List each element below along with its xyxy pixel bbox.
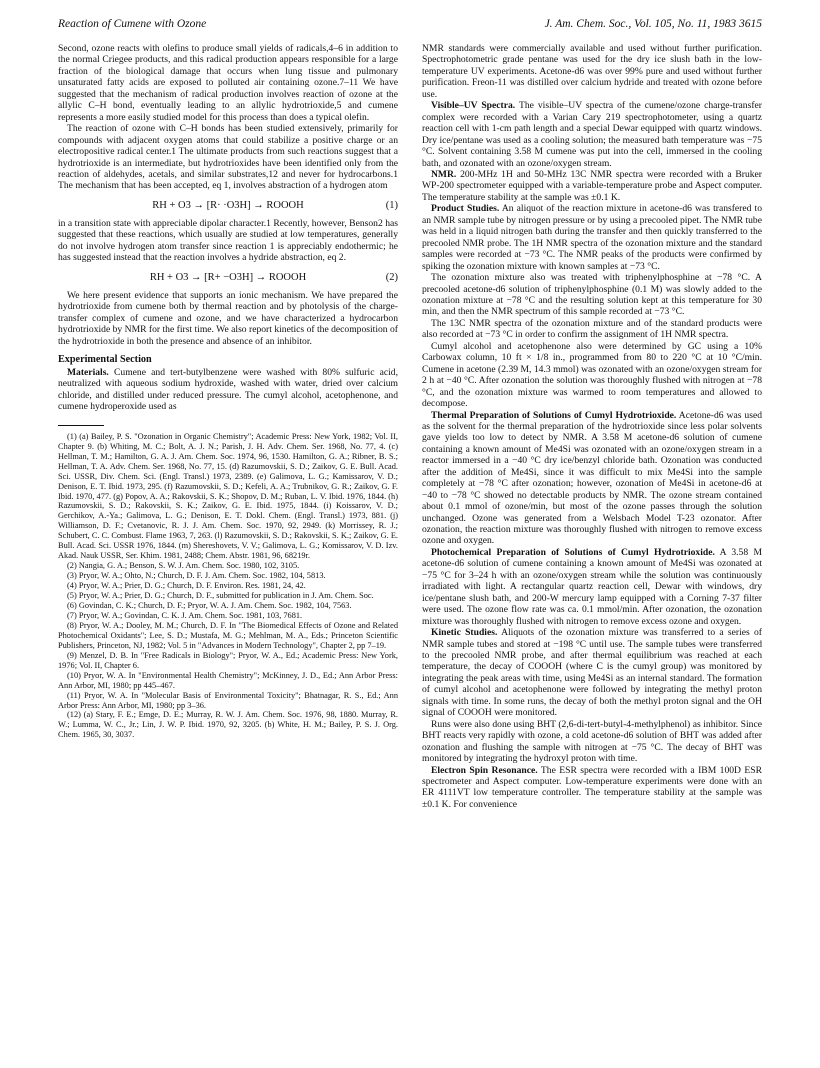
nmr-paragraph (422, 169, 762, 203)
thermal-preparation-heading: Thermal Preparation of Solutions of Cumyl Hydrotrioxide. (431, 409, 677, 421)
esr-paragraph (422, 765, 762, 811)
photochemical-preparation-text: A 3.58 M acetone-d6 solution of cumene containing a known amount of Me4Si was ozonated at −75 °C for 3–24 h with an ozone/oxygen stream while the solution was continuously irradiated with light. A rectangular quartz reaction cell, Dewar with windows, dry ice/pentane slush bath, and 200-W mercury lamp equipped with a Corning 7-37 filter were used. The ozone flow rate was ca. 0.1 mmol/min. After ozonation, the ozonation mixture was thoroughly flushed with nitrogen to remove excess ozone and oxygen. (422, 546, 762, 627)
kinetic-studies-paragraph (422, 627, 762, 719)
product-studies-heading: Product Studies. (431, 203, 500, 215)
kinetic-studies-text: Aliquots of the ozonation mixture was transferred to a series of NMR sample tubes and stored at −198 °C until use. The sample tubes were transferred to the precooled NMR probe, and after thermal equilibrium was reached at each temperature, the decay of COOOH (where C is the cumyl group) was monitored by integrating the peak areas with time, using Me4Si as an internal standard. The formation of cumyl alcohol and acetophenone were followed by integrating the methyl proton signals with time. In some runs, the decay of both the methyl proton signal and the OH signal of COOOH were monitored. (422, 627, 762, 719)
reference-8: (8) Pryor, W. A.; Dooley, M. M.; Church, D. F. In "The Biomedical Effects of Ozone and Related Photochemical Oxidants"; Lee, S. D.; Mustafa, M. G.; Mehlman, M. A., Eds.; Princeton Scientific Publishers, Princeton, NJ, 1982; Vol. 5 in "Advances in Modern Technology", Chapter 2, pp 7–19. (58, 620, 398, 650)
header-journal-citation: J. Am. Chem. Soc., Vol. 105, No. 11, 1983 3615 (544, 18, 762, 30)
intro-paragraph-3: in a transition state with appreciable dipolar character.1 Recently, however, Benson2 has suggested that these reactions, which usually are studied at low temperatures, generally do not involve hydrogen atom transfer since reaction 1 is appreciably endothermic; he has suggested instead that the reaction involves a hydride abstraction, eq 2. (58, 217, 398, 264)
reference-list (58, 432, 398, 741)
reference-1: (1) (a) Bailey, P. S. "Ozonation in Organic Chemistry"; Academic Press: New York, 1982; Vol. II, Chapter 9. (b) Whiting, M. C.; Bolt, A. J. N.; Parish, J. H. Adv. Chem. Ser. 1968, No. 77, 4. (c) Hellman, T. M.; Hamilton, G. A. J. Am. Chem. Soc. 1974, 96, 1530. Hamilton, G. A.; Ribner, B. S.; Hellman, T. A. Adv. Chem. Ser. 1968, No. 77, 15. (d) Razumovskii, S. D.; Zaikov, G. E. Bull. Acad. Sci. USSR, Div. Chem. Sci. (Engl. Transl.) 1973, 2389. (e) Galimova, L. G.; Kamissarov, V. D.; Denison, E. T. Ibid. 1973, 295. (f) Razumovskii, S. D.; Kefeli, A. A.; Trubnikov, G. R.; Zaikov, G. F. Ibid. 1970, 477. (g) Popov, A. A.; Rakovskii, S. K.; Shopov, D. M.; Ruban, L. V. Ibid. 1976, 1844. (h) Razumovskii, S. D.; Rakovskii, S. K.; Zaikov, G. E. Ibid. 1975, 1844. (i) Koissarov, V. D.; Gerchikov, A.-Ya.; Galimova, L. G.; Denison, E. T. Dokl. Chem. (Engl. Transl.) 1973, 881. (j) Williamson, D. F.; Cvetanovic, R. J. J. Am. Chem. Soc. 1970, 92, 2949. (k) Morrissey, R. J.; Schubert, C. C. Combust. Flame 1963, 7, 263. (l) Razumovskii, S. D.; Rakovskii, S. K.; Zaikov, G. E. Bull. Acad. Sci. USSR 1976, 1844. (m) Shereshovets, V. V.; Galimova, L. G.; Komissarov, V. D. Izv. Akad. Nauk USSR, Ser. Khim. 1981, 2488; Chem. Abstr. 1981, 96, 68219r. (58, 431, 398, 561)
visible-uv-paragraph (422, 100, 762, 169)
running-header (58, 18, 762, 34)
equation-2-number: (2) (385, 271, 398, 283)
product-studies-text: An aliquot of the reaction mixture in acetone-d6 was transfered to an NMR sample tube by nitrogen pressure or by using a precooled pipet. The NMR tube was held in a liquid nitrogen bath during the transfer and then quickly transferred to the precooled NMR probe. The 1H NMR spectra of the ozonation mixture and the standard samples were recorded at −73 °C. The NMR peaks of the products were confirmed by spiking the ozonation mixture with known samples at −73 °C. (422, 203, 762, 272)
nmr-text: 200-MHz 1H and 50-MHz 13C NMR spectra were recorded with a Bruker WP-200 spectrometer equipped with a variable-temperature probe and Aspect computer. The temperature stability at the sample was ±0.1 K. (422, 168, 762, 203)
photochemical-preparation-heading: Photochemical Preparation of Solutions of Cumyl Hydrotrioxide. (431, 546, 715, 558)
reference-4: (4) Pryor, W. A.; Prier, D. G.; Church, D. F. Environ. Res. 1981, 24, 42. (67, 581, 306, 591)
equation-2-text: RH + O3 → [R+ −O3H] → ROOOH (149, 271, 307, 283)
product-studies-paragraph (422, 203, 762, 272)
photochemical-preparation-paragraph (422, 547, 762, 627)
reference-7: (7) Pryor, W. A.; Govindan, C. K. J. Am. Chem. Soc. 1981, 103, 7681. (67, 610, 303, 620)
nmr-heading: NMR. (431, 168, 457, 180)
left-column (58, 43, 398, 1048)
intro-paragraph-4: We here present evidence that supports an ionic mechanism. We have prepared the hydrotrioxide from cumene both by thermal reaction and by photolysis of the charge-transfer complex of cumene and ozone, and we have characterized a hydrocarbon hydrotrioxide by NMR for the first time. We also report kinetics of the decomposition of the hydrotrioxide in both the presence and absence of an inhibitor. (58, 289, 398, 347)
thermal-preparation-text: Acetone-d6 was used as the solvent for the thermal preparation of the hydrotrioxide since less polar solvents gave yields too low to detect by NMR. A 3.58 M acetone-d6 solution of cumene containing a known amount of Me4Si was ozonated with an ozone/oxygen stream in a reactor immersed in a −40 °C dry ice/benzyl chloride bath. Ozonation was conducted after the addition of Me4Si, since it was difficult to mix Me4Si into the sample completely at −78 °C after ozonation; however, ozonation of Me4Si in acetone-d6 at −40 to −78 °C showed no detectable products by NMR. The ozone stream contained about 0.1 mmol of ozone/min, but most of the ozone passes through the solution unchanged. Ozone was generated from a Welsbach Model T-23 ozonator. After ozonation, the reaction mixture was thoroughly flushed with nitrogen to remove excess ozone and oxygen. (422, 409, 762, 547)
reference-12: (12) (a) Stary, F. E.; Emge, D. E.; Murray, R. W. J. Am. Chem. Soc. 1976, 98, 1880. Murray, R. W.; Lumma, W. C., Jr.; Lin, J. W. P. Ibid. 1970, 92, 3205. (b) White, H. M.; Bailey, P. S. J. Org. Chem. 1965, 30, 3037. (58, 710, 398, 740)
section-heading: Experimental Section (58, 353, 152, 365)
reference-5: (5) Pryor, W. A.; Prier, D. G.; Church, D. F., submitted for publication in J. Am. Chem. Soc. (67, 591, 374, 601)
equation-1-text: RH + O3 → [R· ·O3H] → ROOOH (152, 199, 304, 211)
thermal-preparation-paragraph (422, 410, 762, 547)
reference-10: (10) Pryor, W. A. In "Environmental Health Chemistry"; McKinney, J. D., Ed.; Ann Arbor Press: Ann Arbor, MI, 1980; pp 445–467. (58, 670, 398, 690)
right-column (422, 43, 762, 1048)
materials-heading: Materials. (67, 366, 109, 378)
bht-paragraph: Runs were also done using BHT (2,6-di-tert-butyl-4-methylphenol) as inhibitor. Since BHT reacts very rapidly with ozone, a cold acetone-d6 solution of BHT was added after ozonation and flushing the sample with nitrogen at −75 °C. The decay of BHT was monitored by integrating the hydroxyl proton with time. (422, 718, 762, 765)
visible-uv-text: The visible–UV spectra of the cumene/ozone charge-transfer complex were recorded with a Varian Cary 219 spectrophotometer, using a quartz reaction cell with 1-cm path length and a special Dewar equipped with quartz windows. Dry ice/pentane was used as a cooling solution; the measured bath temperature was −75 °C. Solvent containing 3.58 M cumene was put into the cell, immersed in the cooling bath, and ozonated with an ozone/oxygen stream. (422, 100, 762, 169)
footnote-rule (58, 425, 104, 426)
intro-paragraph-1: Second, ozone reacts with olefins to produce small yields of radicals,4–6 in addition to the normal Criegee products, and this radical production appears responsible for a large fraction of the biological damage that occurs when lung tissue and pulmonary unsaturated fatty acids are exposed to polluted air containing ozone.7–11 We have suggested that the mechanism of radical production involves reaction of ozone at the allylic C–H bond, eventually leading to an allylic hydrotrioxide,5 and cumene represents a more easily studied model for this process than does a typical olefin. (58, 43, 398, 123)
kinetic-studies-heading: Kinetic Studies. (431, 627, 498, 639)
reference-6: (6) Govindan, C. K.; Church, D. F.; Pryor, W. A. J. Am. Chem. Soc. 1982, 104, 7563. (67, 600, 352, 610)
reference-9: (9) Menzel, D. B. In "Free Radicals in Biology"; Pryor, W. A., Ed.; Academic Press: New York, 1976; Vol. II, Chapter 6. (58, 650, 398, 670)
materials-text: Cumene and tert-butylbenzene were washed with 80% sulfuric acid, neutralized with aqueous sodium hydroxide, washed with water, dried over calcium chloride, and distilled under reduced pressure. The cumyl alcohol, acetophenone, and cumene hydroperoxide used as (58, 366, 398, 413)
c13-nmr-paragraph: The 13C NMR spectra of the ozonation mixture and of the standard products were also recorded at −73 °C in order to confirm the assignment of 1H NMR spectra. (422, 317, 762, 341)
materials-continued: NMR standards were commercially available and used without further purification. Spectrophotometric grade pentane was used for the dry ice slush bath in the low-temperature UV experiments. Acetone-d6 was over 99% pure and used without further purification. Freon-11 was distilled over calcium hydride and treated with ozone before use. (422, 43, 762, 100)
equation-2 (58, 268, 398, 287)
gc-paragraph: Cumyl alcohol and acetophenone also were determined by GC using a 10% Carbowax column, 10 ft × 1/8 in., programmed from 80 to 220 °C at 10 °C/min. Cumene in acetone (2.39 M, 14.3 mmol) was ozonated with an ozone/oxygen stream for 2 h at −40 °C. After ozonation the solution was thoroughly flushed with nitrogen at −78 °C, and the ozonation mixture was warmed to room temperatures and allowed to decompose. (422, 340, 762, 410)
equation-1 (58, 196, 398, 215)
esr-text: The ESR spectra were recorded with a IBM 100D ESR spectrometer and Aspect computer. Low-temperature experiments were done with an ER 4111VT low temperature controller. The temperature stability at the sample was ±0.1 K. For convenience (422, 764, 762, 810)
materials-paragraph (58, 367, 398, 413)
esr-heading: Electron Spin Resonance. (431, 764, 538, 776)
reference-11: (11) Pryor, W. A. In "Molecular Basis of Environmental Toxicity"; Bhatnagar, R. S., Ed.; Ann Arbor Press: Ann Arbor, MI, 1980; pp 3–36. (58, 690, 398, 710)
equation-1-number: (1) (385, 199, 398, 211)
intro-paragraph-2: The reaction of ozone with C–H bonds has been studied extensively, primarily for compounds with adjacent oxygen atoms that could stabilize a positive charge or an electropositive radical center.1 The ultimate products from such reactions suggest that a hydrotrioxide is an intermediate, but hydrotrioxides have been identified only from the reaction of aldehydes, acetals, and similar substrates,12 and never for hydrocarbons.1 The mechanism that has been accepted, eq 1, involves abstraction of a hydrogen atom (58, 123, 398, 192)
reference-3: (3) Pryor, W. A.; Ohto, N.; Church, D. F. J. Am. Chem. Soc. 1982, 104, 5813. (67, 571, 326, 581)
header-article-title: Reaction of Cumene with Ozone (58, 18, 207, 30)
triphenylphosphine-paragraph: The ozonation mixture also was treated with triphenylphosphine at −78 °C. A precooled acetone-d6 solution of triphenylphosphine (0.1 M) was slowly added to the ozonation mixture at −78 °C and the resulting solution kept at this temperature for 30 min, and then the NMR spectrum of this sample recorded at −73 °C. (422, 272, 762, 318)
visible-uv-heading: Visible–UV Spectra. (431, 100, 516, 112)
reference-2: (2) Nangia, G. A.; Benson, S. W. J. Am. Chem. Soc. 1980, 102, 3105. (67, 561, 300, 571)
